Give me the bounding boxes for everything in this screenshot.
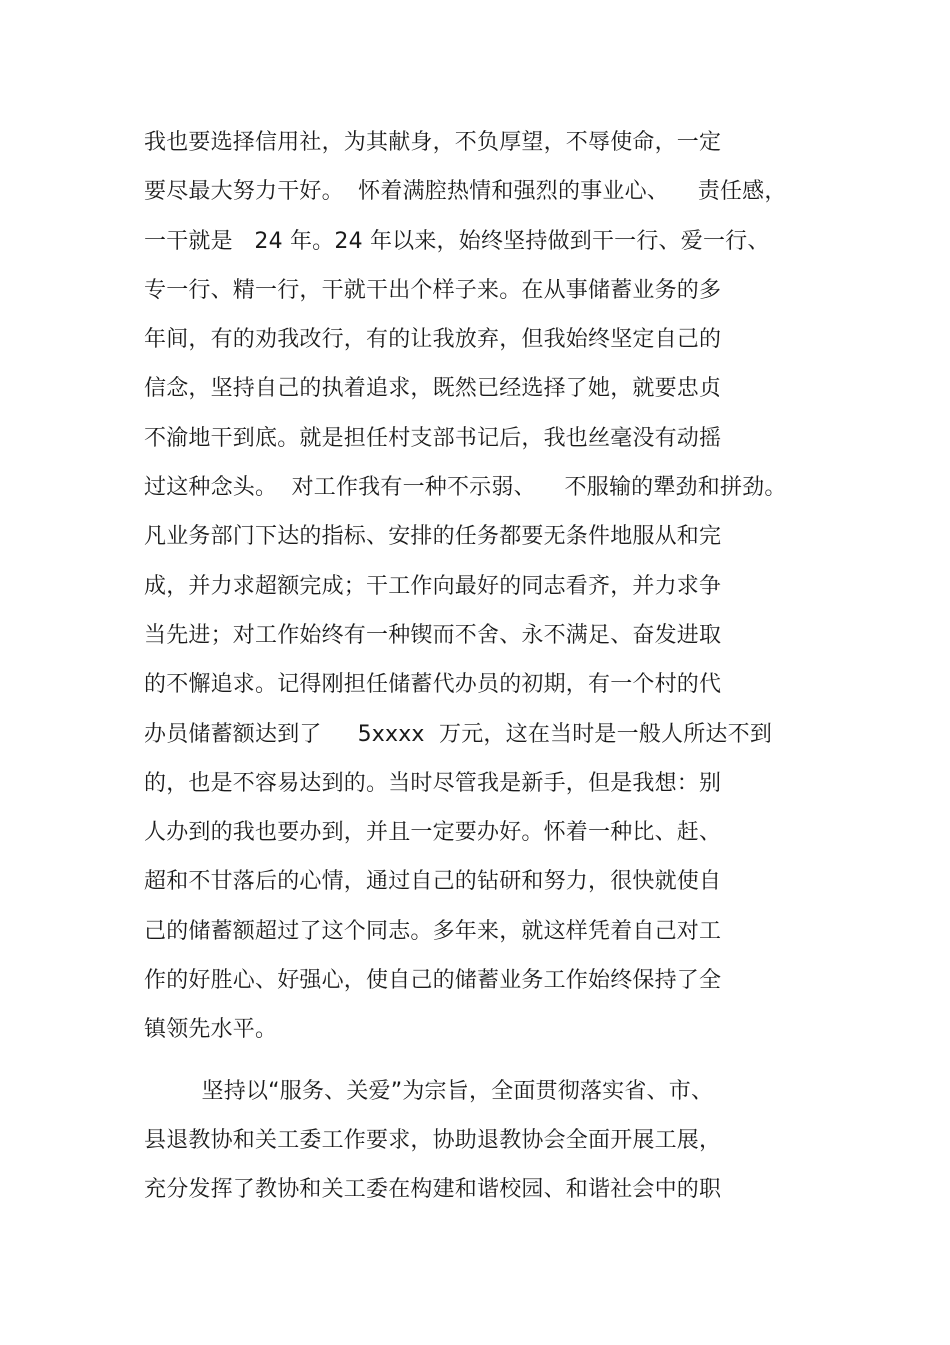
- text-line: 超和不甘落后的心情，通过自己的钻研和努力，很快就使自: [144, 869, 722, 895]
- text-line: 当先进；对工作始终有一种锲而不舍、永不满足、奋发进取: [144, 622, 722, 648]
- text-line: 要尽最大努力干好。 怀着满腔热情和强烈的事业心、 责任感，: [144, 179, 787, 205]
- text-line: 坚持以“服务、关爱”为宗旨，全面贯彻落实省、市、: [144, 1078, 714, 1104]
- text-line: 办员储蓄额达到了 5xxxx 万元，这在当时是一般人所达不到: [144, 721, 773, 747]
- text-line: 镇领先水平。: [144, 1017, 278, 1043]
- paragraph-2: [144, 1067, 834, 1215]
- paragraph-1: [144, 118, 834, 1055]
- text-line: 县退教协和关工委工作要求，协助退教协会全面开展工展，: [144, 1127, 722, 1153]
- text-line: 过这种念头。 对工作我有一种不示弱、 不服输的犟劲和拼劲。: [144, 475, 787, 501]
- text-line: 我也要选择信用社，为其献身，不负厚望，不辱使命，一定: [144, 130, 722, 155]
- text-line: 作的好胜心、好强心，使自己的储蓄业务工作始终保持了全: [144, 968, 722, 994]
- text-line: 一干就是 24 年。24 年以来，始终坚持做到干一行、爱一行、: [144, 228, 770, 254]
- text-line: 充分发挥了教协和关工委在构建和谐校园、和谐社会中的职: [144, 1177, 722, 1203]
- text-line: 信念，坚持自己的执着追求，既然已经选择了她，就要忠贞: [144, 376, 722, 402]
- text-line: 专一行、精一行，干就干出个样子来。在从事储蓄业务的多: [144, 277, 722, 303]
- text-line: 人办到的我也要办到，并且一定要办好。怀着一种比、赶、: [144, 820, 722, 846]
- paragraph-gap: [144, 1055, 834, 1067]
- text-line: 不渝地干到底。就是担任村支部书记后，我也丝毫没有动摇: [144, 425, 722, 451]
- text-line: 年间，有的劝我改行，有的让我放弃，但我始终坚定自己的: [144, 327, 722, 353]
- text-line: 己的储蓄额超过了这个同志。多年来，就这样凭着自己对工: [144, 918, 722, 944]
- text-line: 凡业务部门下达的指标、安排的任务都要无条件地服从和完: [144, 524, 722, 550]
- body-text: [144, 118, 834, 1215]
- text-line: 的，也是不容易达到的。当时尽管我是新手，但是我想：别: [144, 770, 722, 796]
- text-line: 的不懈追求。记得刚担任储蓄代办员的初期，有一个村的代: [144, 672, 722, 698]
- text-line: 成，并力求超额完成；干工作向最好的同志看齐，并力求争: [144, 573, 722, 599]
